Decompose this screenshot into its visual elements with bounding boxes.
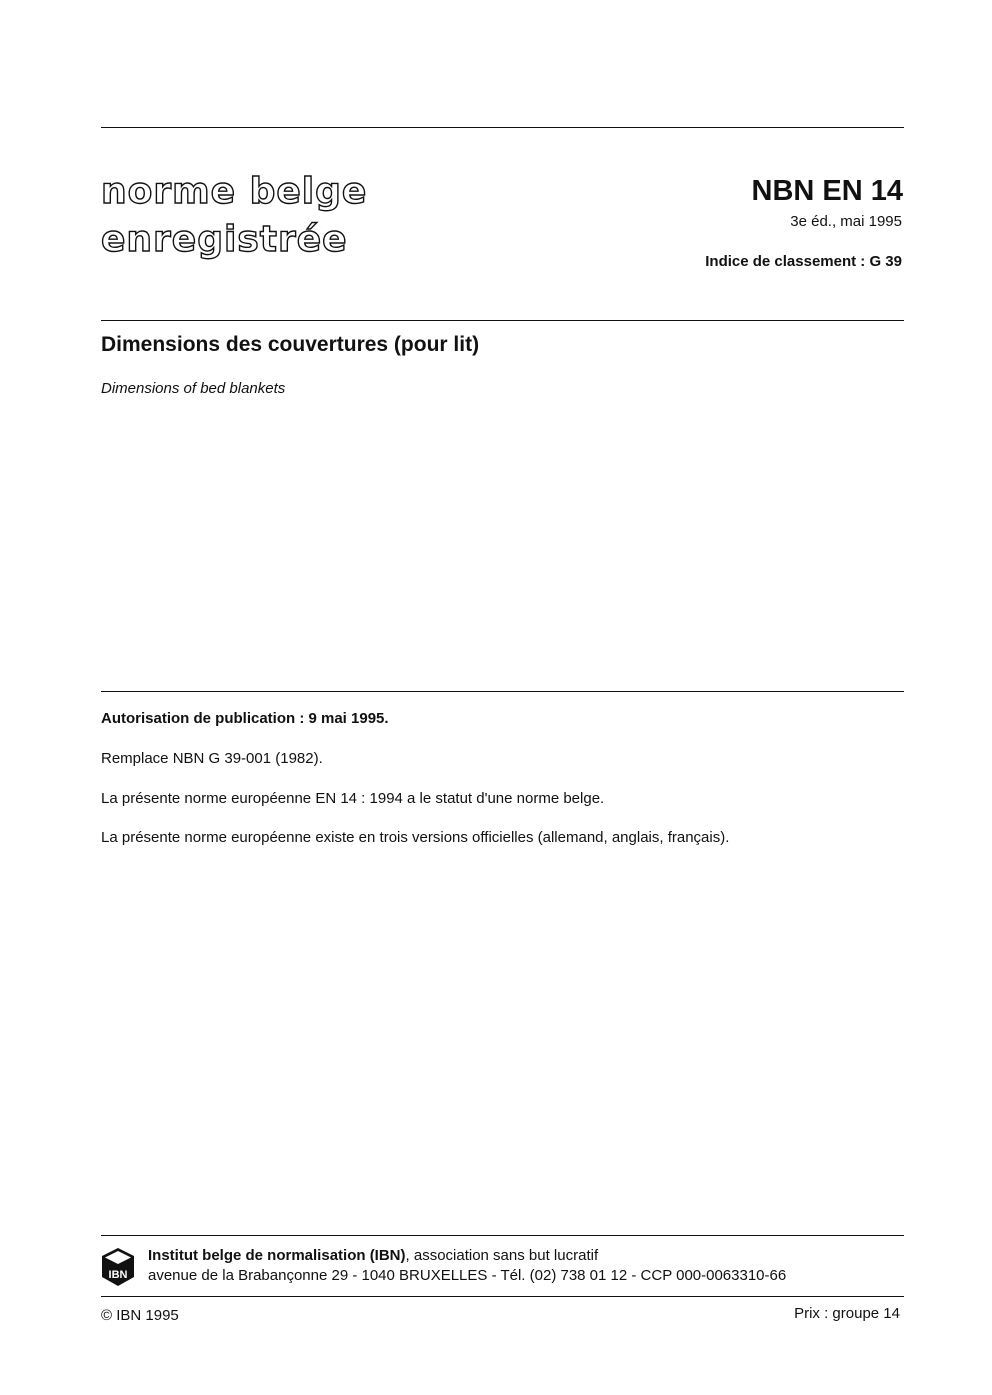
edition-date: 3e éd., mai 1995: [790, 213, 902, 230]
status-note: La présente norme européenne EN 14 : 1994 a le statut d'une norme belge.: [101, 790, 605, 807]
institute-address: avenue de la Brabançonne 29 - 1040 BRUXELLES - Tél. (02) 738 01 12 - CCP 000-0063310-66: [148, 1267, 787, 1284]
publication-rule: [101, 691, 904, 692]
footer-bottom-rule: [101, 1296, 904, 1297]
institute-name: Institut belge de normalisation (IBN): [148, 1247, 406, 1264]
price-group: Prix : groupe 14: [794, 1305, 900, 1322]
footer-top-rule: [101, 1235, 904, 1236]
ibn-logo-text: IBN: [108, 1269, 128, 1281]
versions-note: La présente norme européenne existe en trois versions officielles (allemand, anglais, français).: [101, 829, 730, 846]
standard-code: NBN EN 14: [751, 175, 903, 207]
document-title: Dimensions des couvertures (pour lit): [101, 333, 480, 356]
title-norme-belge: norme belge: [101, 171, 368, 212]
document-subtitle: Dimensions of bed blankets: [101, 380, 286, 397]
title-rule: [101, 320, 904, 321]
top-rule: [101, 127, 904, 128]
institute-line: [148, 1247, 598, 1264]
copyright: © IBN 1995: [101, 1307, 179, 1324]
title-enregistree: enregistrée: [101, 219, 348, 260]
replaces-note: Remplace NBN G 39-001 (1982).: [101, 750, 323, 767]
institute-type: , association sans but lucratif: [405, 1247, 599, 1264]
publication-authorisation: Autorisation de publication : 9 mai 1995.: [101, 710, 389, 727]
ibn-logo: [100, 1247, 136, 1287]
classification-index: Indice de classement : G 39: [705, 253, 902, 270]
